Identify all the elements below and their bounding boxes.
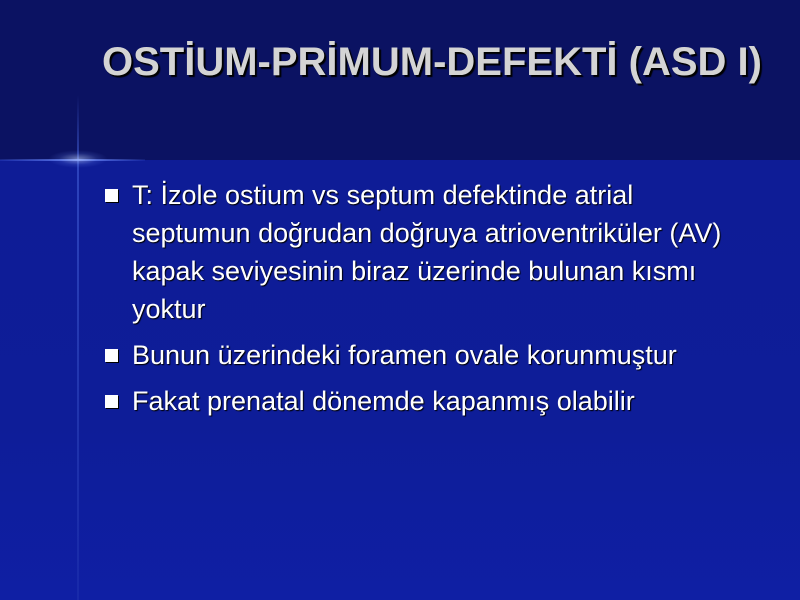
bullet-list — [100, 176, 750, 428]
slide-title: OSTİUM-PRİMUM-DEFEKTİ (ASD I) — [102, 40, 762, 84]
bullet-text: T: İzole ostium vs septum defektinde atrial septumun doğrudan doğruya atrioventriküler (AV) kapak seviyesinin biraz üzerinde bulunan kısmı yoktur — [132, 180, 722, 324]
bullet-item — [100, 336, 750, 374]
bullet-item — [100, 382, 750, 420]
decorative-vertical-line — [77, 95, 79, 600]
decorative-glow — [48, 150, 108, 168]
bullet-text: Bunun üzerindeki foramen ovale korunmuştur — [132, 340, 677, 370]
square-bullet-icon — [105, 189, 118, 202]
bullet-text: Fakat prenatal dönemde kapanmış olabilir — [132, 386, 635, 416]
square-bullet-icon — [105, 395, 118, 408]
square-bullet-icon — [105, 349, 118, 362]
bullet-item — [100, 176, 750, 328]
